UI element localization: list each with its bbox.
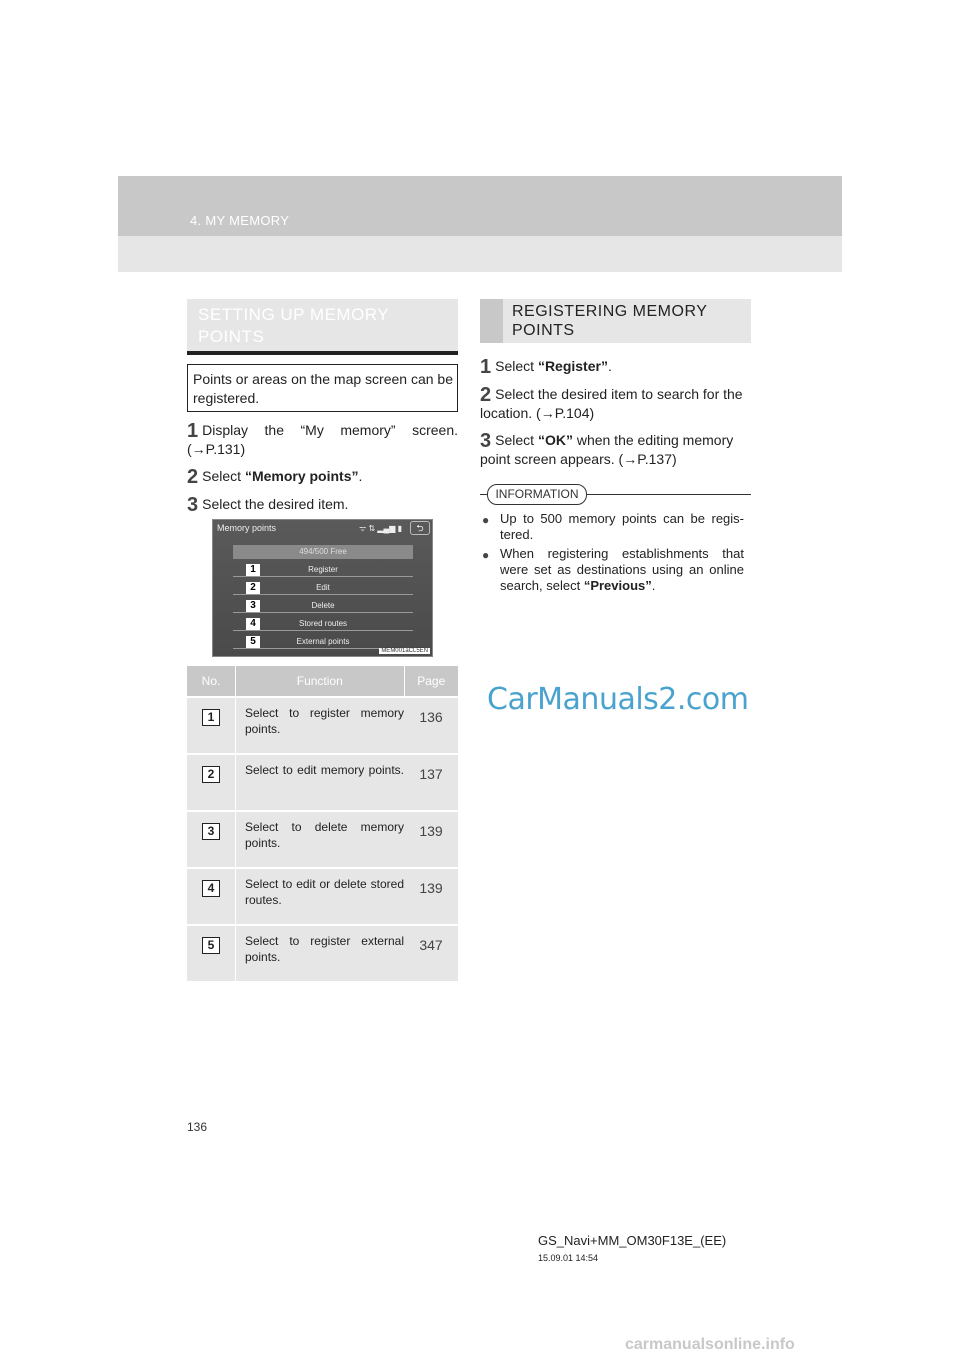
step-number: 1 bbox=[480, 356, 492, 378]
function-table bbox=[187, 666, 458, 981]
row-page: 136 bbox=[404, 697, 458, 754]
step-number: 2 bbox=[187, 466, 199, 488]
watermark-text: CarManuals2.com bbox=[487, 682, 749, 717]
back-icon: ⮌ bbox=[410, 521, 430, 535]
status-icons: ᯤ ⇅ ▂▄▆ ▮ bbox=[358, 524, 402, 533]
right-step-2: 2 Select the desired item to search for the location. (→P.104) bbox=[480, 384, 743, 421]
column-header: Page bbox=[404, 666, 458, 697]
menu-label: “Memory points” bbox=[244, 468, 359, 484]
document-date: 15.09.01 14:54 bbox=[538, 1253, 599, 1263]
row-page: 139 bbox=[404, 811, 458, 868]
menu-label: “OK” bbox=[537, 432, 573, 448]
row-number: 1 bbox=[202, 709, 220, 726]
left-step-1: 1 Display the “My memory” screen. (→P.131) bbox=[187, 420, 458, 457]
row-page: 137 bbox=[404, 754, 458, 811]
information-label: INFORMATION bbox=[487, 484, 587, 505]
row-page: 347 bbox=[404, 925, 458, 981]
header-subband bbox=[118, 236, 842, 272]
right-section-heading: REGISTERING MEMORY POINTS bbox=[480, 299, 751, 343]
screen-row-edit: Edit bbox=[233, 581, 413, 595]
row-number: 4 bbox=[202, 880, 220, 897]
right-step-1: 1 Select “Register”. bbox=[480, 356, 612, 378]
callout-badge: 3 bbox=[246, 600, 260, 612]
left-step-3: 3 Select the desired item. bbox=[187, 494, 349, 516]
step-number: 2 bbox=[480, 384, 492, 406]
memory-points-screenshot bbox=[212, 519, 433, 657]
row-function: Select to register memory points. bbox=[236, 697, 405, 754]
callout-badge: 4 bbox=[246, 618, 260, 630]
left-step-2: 2 Select “Memory points”. bbox=[187, 466, 363, 488]
callout-badge: 1 bbox=[246, 564, 260, 576]
screen-title: Memory points bbox=[217, 523, 277, 533]
info-bullet-2: ● When registering establishments that were set as destinations using an online search, select “Previous”. bbox=[482, 546, 744, 593]
table-row bbox=[187, 697, 458, 754]
callout-badge: 5 bbox=[246, 636, 260, 648]
step-number: 1 bbox=[187, 420, 199, 442]
screen-row-delete: Delete bbox=[233, 599, 413, 613]
image-code: MEM001aCL5EN bbox=[381, 648, 428, 654]
right-step-3: 3 Select “OK” when the editing memory point screen appears. (→P.137) bbox=[480, 430, 734, 467]
screen-row-external-points: External points bbox=[233, 635, 413, 649]
left-section-heading: SETTING UP MEMORY POINTS bbox=[187, 299, 458, 355]
free-count: 494/500 Free bbox=[233, 545, 413, 559]
footer-watermark: carmanualsonline.info bbox=[625, 1336, 795, 1353]
screen-row-stored-routes: Stored routes bbox=[233, 617, 413, 631]
section-title: 4. MY MEMORY bbox=[190, 213, 290, 228]
menu-label: “Register” bbox=[537, 358, 608, 374]
bullet-icon: ● bbox=[482, 513, 490, 527]
page-number: 136 bbox=[187, 1120, 208, 1134]
intro-text: Points or areas on the map screen can be registered. bbox=[193, 371, 453, 406]
row-function: Select to register external points. bbox=[236, 925, 405, 981]
info-bullet-1: ● Up to 500 memory points can be regis-tered. bbox=[482, 511, 744, 542]
table-row bbox=[187, 754, 458, 811]
step-number: 3 bbox=[187, 494, 199, 516]
row-page: 139 bbox=[404, 868, 458, 925]
screen-row-register: Register bbox=[233, 563, 413, 577]
table-row bbox=[187, 868, 458, 925]
row-function: Select to edit or delete stored routes. bbox=[236, 868, 405, 925]
column-header: No. bbox=[187, 666, 236, 697]
step-number: 3 bbox=[480, 430, 492, 452]
row-number: 2 bbox=[202, 766, 220, 783]
callout-badge: 2 bbox=[246, 582, 260, 594]
document-id: GS_Navi+MM_OM30F13E_(EE) bbox=[538, 1233, 727, 1248]
row-number: 5 bbox=[202, 937, 220, 954]
heading-bar bbox=[480, 299, 503, 343]
row-function: Select to delete memory points. bbox=[236, 811, 405, 868]
table-row bbox=[187, 925, 458, 981]
row-function: Select to edit memory points. bbox=[236, 754, 405, 811]
menu-label: “Previous” bbox=[583, 578, 652, 593]
column-header: Function bbox=[236, 666, 405, 697]
intro-box bbox=[187, 364, 458, 412]
row-number: 3 bbox=[202, 823, 220, 840]
table-row bbox=[187, 811, 458, 868]
bullet-icon: ● bbox=[482, 548, 490, 562]
